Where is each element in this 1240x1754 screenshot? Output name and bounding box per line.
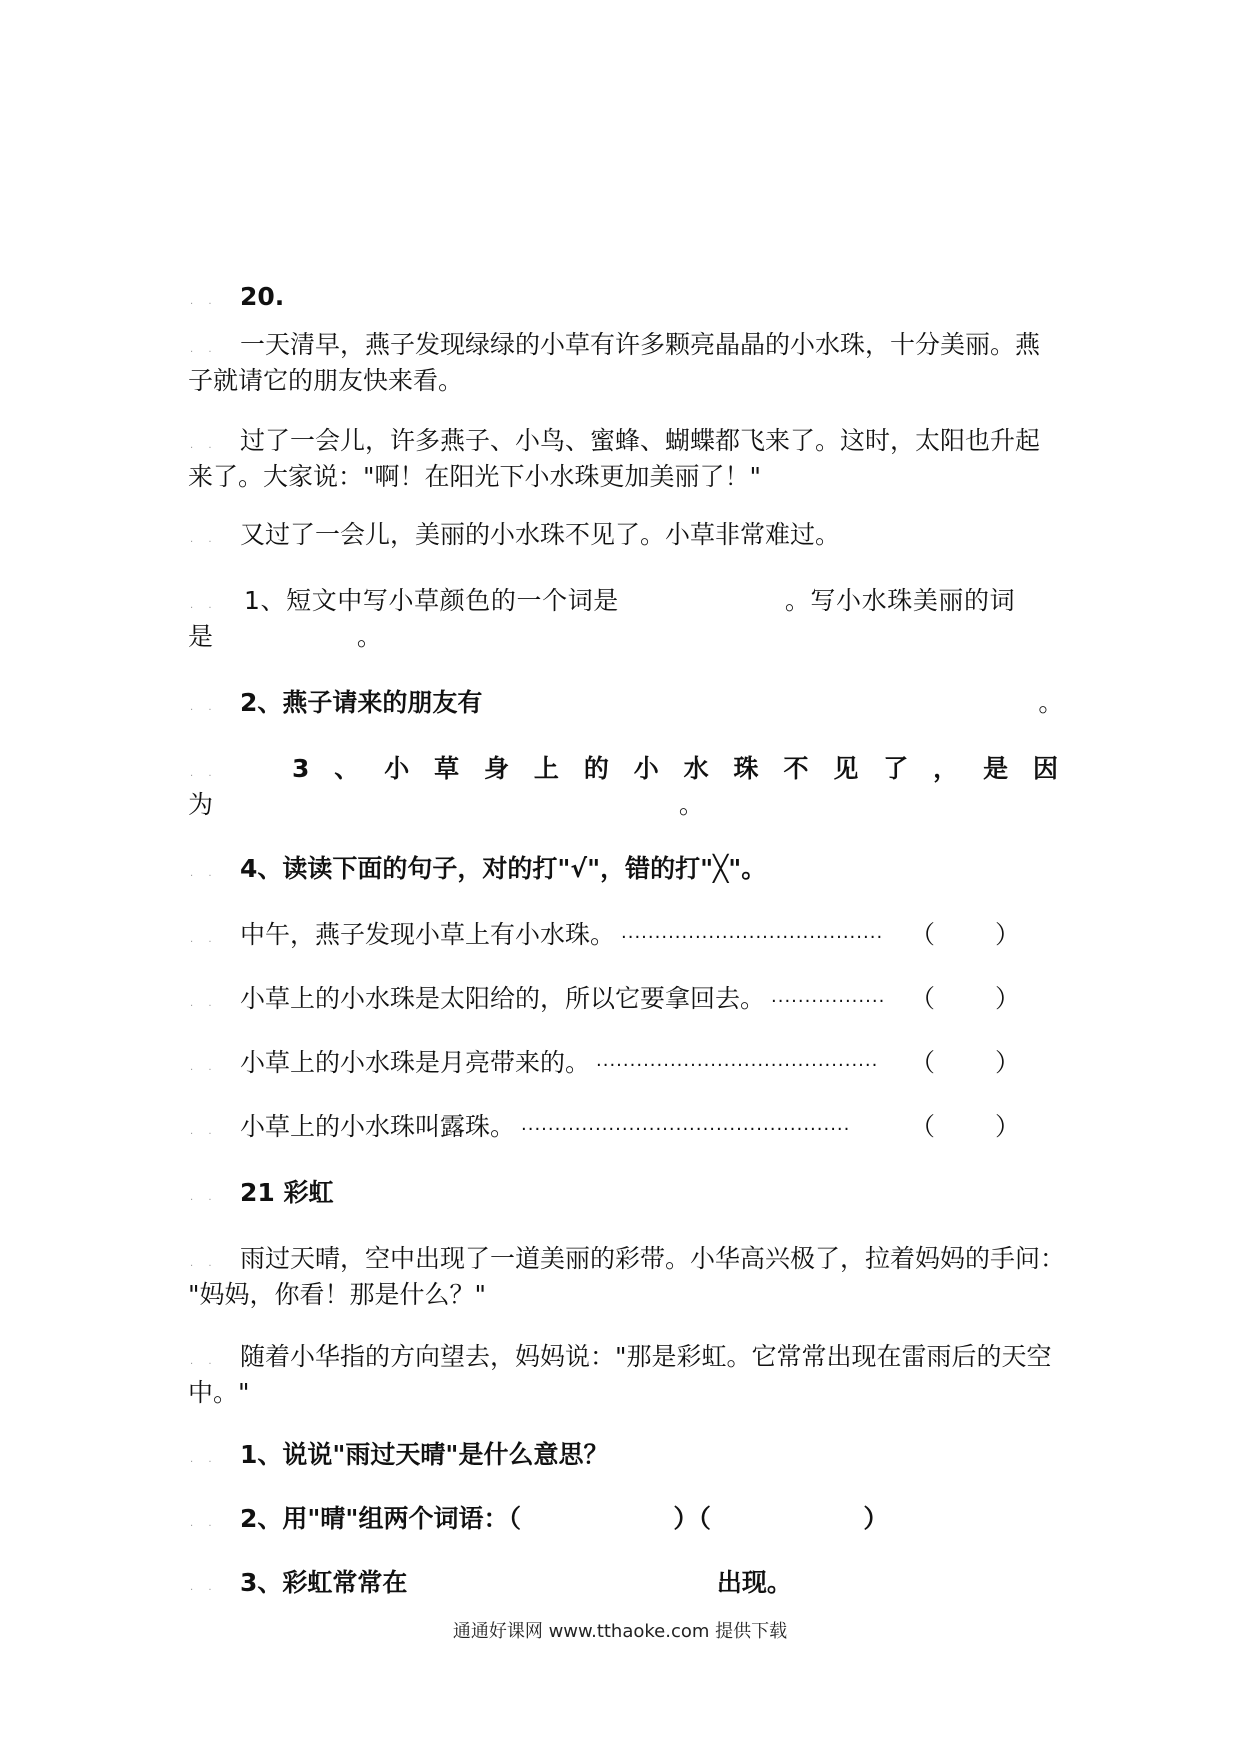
q3-char: 小 xyxy=(384,754,410,783)
question-21-3 xyxy=(240,1566,1058,1600)
q3-char: 是 xyxy=(983,754,1009,783)
close-paren: ） xyxy=(994,984,1020,1013)
q3-char: 了 xyxy=(883,754,909,783)
open-paren: （ xyxy=(910,920,936,949)
margin-mark: . . xyxy=(190,600,218,611)
passage-21-p1-line2: "妈妈，你看！那是什么？" xyxy=(188,1280,486,1309)
margin-mark: . . xyxy=(190,534,218,545)
statement-text: 小草上的小水珠叫露珠。 xyxy=(240,1112,516,1141)
question-21-2 xyxy=(240,1502,1058,1536)
question-20-4: 4、读读下面的句子，对的打"√"，错的打"╳"。 xyxy=(240,854,767,883)
question-20-1-line1 xyxy=(244,584,1058,618)
dot-leader: ·········································· xyxy=(596,1055,879,1076)
q3-char: 身 xyxy=(484,754,510,783)
q3-char: 见 xyxy=(833,754,859,783)
open-paren: （ xyxy=(910,1048,936,1077)
q3-char: 的 xyxy=(583,754,609,783)
question-20-2 xyxy=(240,686,1064,720)
margin-mark: . . xyxy=(190,296,218,307)
question-21-3-text: 3、彩虹常常在 xyxy=(240,1568,408,1597)
section-21-title: 21 彩虹 xyxy=(240,1178,334,1207)
margin-mark: . . xyxy=(190,1126,218,1137)
margin-mark: . . xyxy=(190,868,218,879)
statement-text: 小草上的小水珠是月亮带来的。 xyxy=(240,1048,591,1077)
statement-text: 小草上的小水珠是太阳给的，所以它要拿回去。 xyxy=(240,984,766,1013)
passage-21-p2-line1: 随着小华指的方向望去，妈妈说："那是彩虹。它常常出现在雷雨后的天空 xyxy=(240,1342,1052,1371)
q3-char: 不 xyxy=(783,754,809,783)
question-20-1-text-c: 是 xyxy=(188,622,214,651)
question-20-3-line2 xyxy=(188,788,1058,822)
question-20-1-text-a: 1、短文中写小草颜色的一个词是 xyxy=(244,586,619,615)
close-paren: ） xyxy=(994,1112,1020,1141)
passage-20-p1-line2: 子就请它的朋友快来看。 xyxy=(188,366,464,395)
question-20-1-text-b: 。写小水珠美丽的词 xyxy=(784,586,1016,615)
true-false-row xyxy=(240,1110,1020,1147)
true-false-row xyxy=(240,982,1020,1019)
margin-mark: . . xyxy=(190,768,218,779)
true-false-row xyxy=(240,1046,1020,1083)
passage-20-p2-line1: 过了一会儿，许多燕子、小鸟、蜜蜂、蝴蝶都飞来了。这时，太阳也升起 xyxy=(240,426,1041,455)
dot-leader: ················· xyxy=(771,991,886,1012)
margin-mark: . . xyxy=(190,1356,218,1367)
dot-leader: ······································· xyxy=(621,927,884,948)
answer-parentheses[interactable] xyxy=(910,982,1020,1016)
margin-mark: . . xyxy=(190,1258,218,1269)
margin-mark: . . xyxy=(190,1582,218,1593)
open-paren: （ xyxy=(910,1112,936,1141)
section-20-number: 20. xyxy=(240,282,285,311)
q3-char: 上 xyxy=(533,754,559,783)
margin-mark: . . xyxy=(190,702,218,713)
question-21-3-end: 出现。 xyxy=(716,1568,792,1597)
margin-mark: . . xyxy=(190,1062,218,1073)
q3-char: 因 xyxy=(1032,754,1058,783)
footer-credit: 通通好课网 www.tthaoke.com 提供下载 xyxy=(452,1621,788,1642)
passage-20-p1-line1: 一天清早，燕子发现绿绿的小草有许多颗亮晶晶的小水珠，十分美丽。燕 xyxy=(240,330,1041,359)
question-20-3-line1 xyxy=(292,752,1058,786)
answer-parentheses[interactable] xyxy=(910,1046,1020,1080)
question-20-2-text: 2、燕子请来的朋友有 xyxy=(240,688,483,717)
dot-leader: ················································· xyxy=(521,1119,851,1140)
q3-char: 珠 xyxy=(733,754,759,783)
question-21-2-end: ） xyxy=(863,1504,889,1533)
margin-mark: . . xyxy=(190,1518,218,1529)
close-paren: ） xyxy=(994,920,1020,949)
q3-char: 水 xyxy=(683,754,709,783)
question-21-2-mid: ）（ xyxy=(673,1504,711,1533)
question-21-2-text: 2、用"晴"组两个词语：（ xyxy=(240,1504,521,1533)
margin-mark: . . xyxy=(190,1192,218,1203)
q3-char: 、 xyxy=(334,754,360,783)
answer-parentheses[interactable] xyxy=(910,918,1020,952)
passage-20-p3: 又过了一会儿，美丽的小水珠不见了。小草非常难过。 xyxy=(240,520,841,549)
passage-21-p1-line1: 雨过天晴，空中出现了一道美丽的彩带。小华高兴极了，拉着妈妈的手问： xyxy=(240,1244,1066,1273)
close-paren: ） xyxy=(994,1048,1020,1077)
open-paren: （ xyxy=(910,984,936,1013)
margin-mark: . . xyxy=(190,344,218,355)
true-false-row xyxy=(240,918,1020,955)
q3-char: 草 xyxy=(434,754,460,783)
question-20-2-end: 。 xyxy=(1038,688,1064,717)
passage-21-p2-line2: 中。" xyxy=(188,1378,250,1407)
q3-char: 3 xyxy=(292,754,310,783)
q3-char: 小 xyxy=(633,754,659,783)
margin-mark: . . xyxy=(190,440,218,451)
margin-mark: . . xyxy=(190,1454,218,1465)
q3-char: ， xyxy=(933,754,959,783)
answer-parentheses[interactable] xyxy=(910,1110,1020,1144)
question-20-3-text-b: 为 xyxy=(188,790,214,819)
margin-mark: . . xyxy=(190,998,218,1009)
passage-20-p2-line2: 来了。大家说："啊！在阳光下小水珠更加美丽了！" xyxy=(188,462,762,491)
statement-text: 中午，燕子发现小草上有小水珠。 xyxy=(240,920,616,949)
margin-mark: . . xyxy=(190,934,218,945)
question-20-3-end: 。 xyxy=(678,790,704,819)
question-20-1-line2 xyxy=(188,620,1058,654)
question-21-1: 1、说说"雨过天晴"是什么意思？ xyxy=(240,1440,609,1469)
question-20-1-text-d: 。 xyxy=(356,622,382,651)
